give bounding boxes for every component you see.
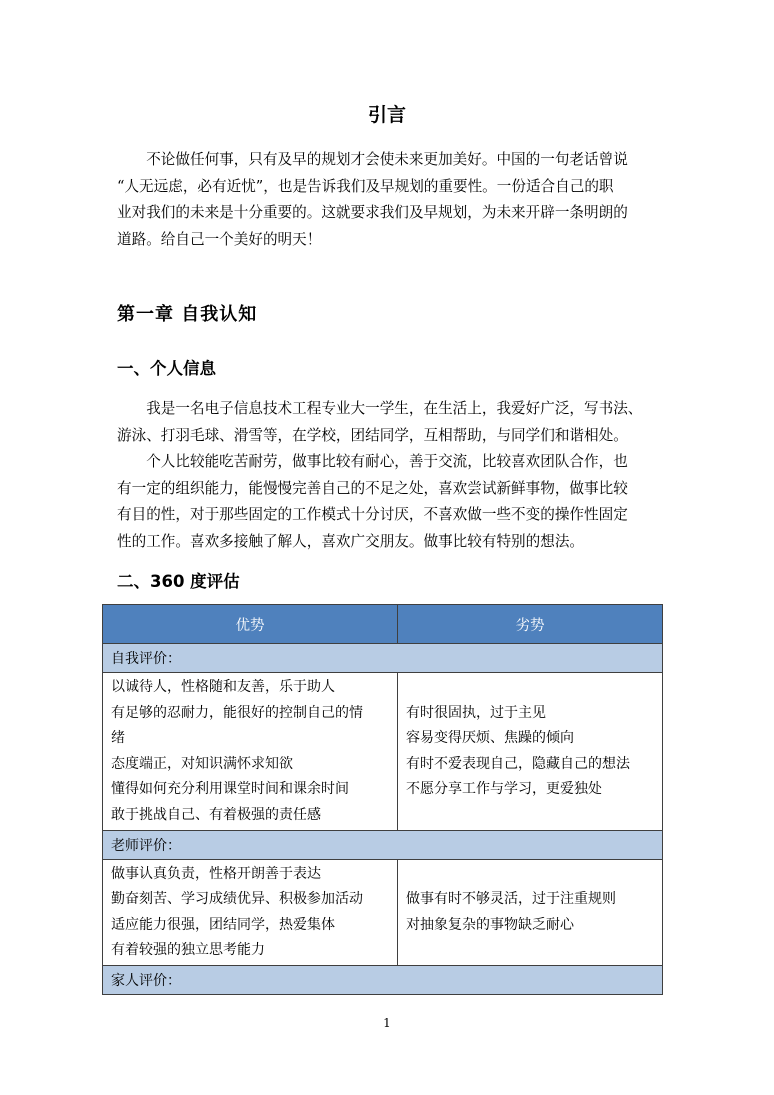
personal-info-line: 个人比较能吃苦耐劳，做事比较有耐心，善于交流，比较喜欢团队合作，也 xyxy=(117,453,628,470)
list-item: 对抽象复杂的事物缺乏耐心 xyxy=(406,916,574,933)
list-item: 做事认真负责，性格开朗善于表达 xyxy=(111,865,321,882)
section-heading-360-evaluation: 二、360 度评估 xyxy=(117,572,240,591)
family-evaluation-row xyxy=(103,966,663,995)
self-evaluation-content-row xyxy=(103,673,663,831)
intro-paragraph xyxy=(117,147,662,253)
teacher-strengths-cell xyxy=(103,860,398,966)
intro-line: 不论做任何事，只有及早的规划才会使未来更加美好。中国的一句老话曾说 xyxy=(117,151,628,168)
list-item: 有时不爱表现自己，隐藏自己的想法 xyxy=(406,755,630,772)
page-title: 引言 xyxy=(367,104,406,126)
teacher-weaknesses-cell xyxy=(398,860,663,966)
chapter-heading: 第一章 自我认知 xyxy=(117,304,258,325)
self-evaluation-row xyxy=(103,644,663,673)
header-weaknesses: 劣势 xyxy=(398,605,663,644)
page-number: 1 xyxy=(383,1016,391,1030)
evaluation-table xyxy=(102,604,663,995)
list-item: 做事有时不够灵活，过于注重规则 xyxy=(406,891,616,907)
self-weaknesses-cell xyxy=(398,673,663,831)
intro-line: “人无远虑，必有近忧”，也是告诉我们及早规划的重要性。一份适合自己的职 xyxy=(117,177,614,195)
family-evaluation-label: 家人评价： xyxy=(103,966,663,995)
table-header-row xyxy=(103,605,663,644)
personal-info-line: 我是一名电子信息技术工程专业大一学生，在生活上，我爱好广泛，写书法、 xyxy=(117,400,643,417)
list-item: 有着较强的独立思考能力 xyxy=(111,942,265,958)
personal-info-paragraph xyxy=(117,396,662,555)
list-item: 有足够的忍耐力，能很好的控制自己的情 xyxy=(111,704,363,721)
list-item: 有时很固执，过于主见 xyxy=(406,704,546,721)
self-strengths-cell xyxy=(103,673,398,831)
list-item: 态度端正，对知识满怀求知欲 xyxy=(111,755,293,772)
section-heading-personal-info: 一、个人信息 xyxy=(117,359,216,378)
teacher-evaluation-content-row xyxy=(103,860,663,966)
list-item: 勤奋刻苦、学习成绩优异、积极参加活动 xyxy=(111,891,363,907)
personal-info-line: 有一定的组织能力，能慢慢完善自己的不足之处，喜欢尝试新鲜事物，做事比较 xyxy=(117,479,628,497)
list-item: 敢于挑战自己、有着极强的责任感 xyxy=(111,806,321,823)
intro-line: 道路。给自己一个美好的明天！ xyxy=(117,230,322,248)
list-item: 容易变得厌烦、焦躁的倾向 xyxy=(406,730,574,746)
personal-info-line: 有目的性，对于那些固定的工作模式十分讨厌，不喜欢做一些不变的操作性固定 xyxy=(117,506,628,523)
teacher-evaluation-label: 老师评价： xyxy=(103,831,663,860)
list-item: 适应能力很强，团结同学，热爱集体 xyxy=(111,916,335,933)
list-item: 以诚待人，性格随和友善，乐于助人 xyxy=(111,679,335,695)
personal-info-line: 游泳、打羽毛球、滑雪等，在学校，团结同学，互相帮助，与同学们和谐相处。 xyxy=(117,426,628,444)
list-item: 懂得如何充分利用课堂时间和课余时间 xyxy=(111,781,349,797)
personal-info-line: 性的工作。喜欢多接触了解人，喜欢广交朋友。做事比较有特别的想法。 xyxy=(117,532,585,550)
intro-line: 业对我们的未来是十分重要的。这就要求我们及早规划，为未来开辟一条明朗的 xyxy=(117,204,628,221)
self-evaluation-label: 自我评价： xyxy=(103,644,663,673)
list-item: 不愿分享工作与学习，更爱独处 xyxy=(406,781,602,797)
header-strengths: 优势 xyxy=(103,605,398,644)
list-item: 绪 xyxy=(111,730,125,746)
teacher-evaluation-row xyxy=(103,831,663,860)
